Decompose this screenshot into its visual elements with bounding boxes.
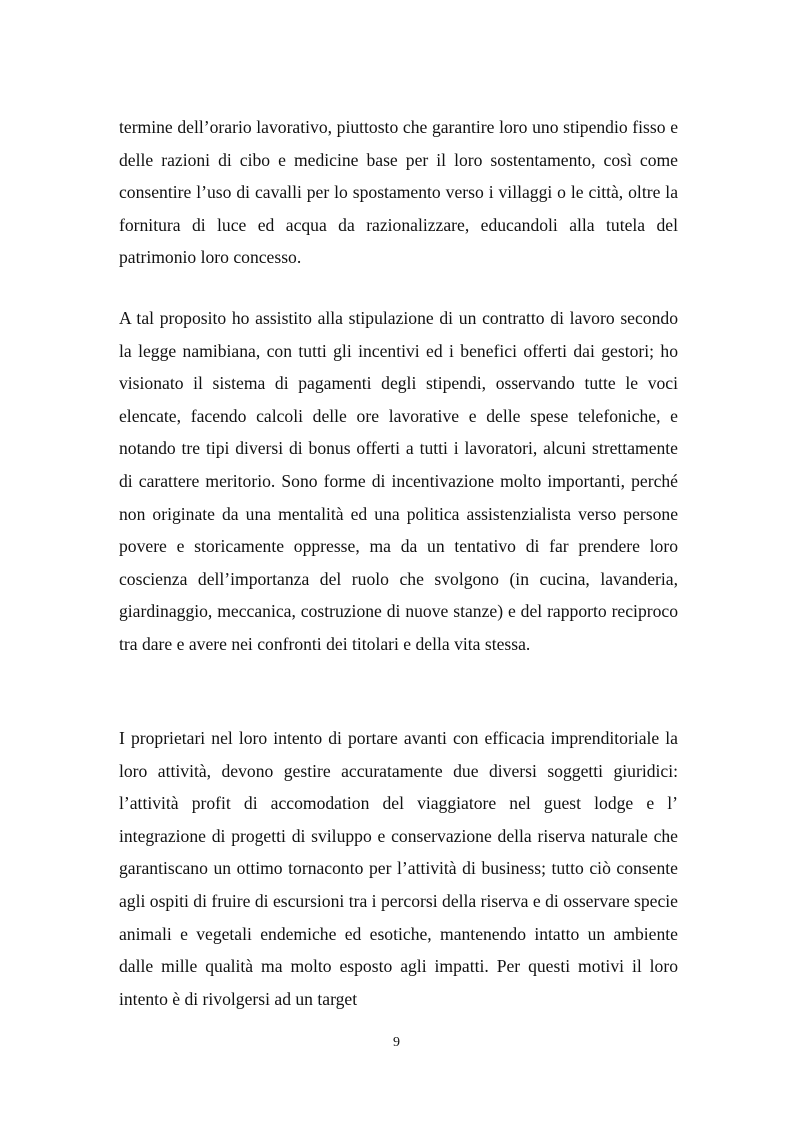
paragraph-3: I proprietari nel loro intento di portare avanti con efficacia imprenditoriale la loro attività, devono gestire accuratamente due diversi soggetti giuridici: l’attività profit di accomodation del viaggiatore nel guest lodge e l’ integrazione di progetti di sviluppo e conservazione della riserva naturale che garantiscano un ottimo tornaconto per l’attività di business; tutto ciò consente agli ospiti di fruire di escursioni tra i percorsi della riserva e di osservare specie animali e vegetali endemiche ed esotiche, mantenendo intatto un ambiente dalle mille qualità ma molto esposto agli impatti. Per questi motivi il loro intento è di rivolgersi ad un target — [119, 728, 678, 1009]
paragraph-2: A tal proposito ho assistito alla stipulazione di un contratto di lavoro secondo la legge namibiana, con tutti gli incentivi ed i benefici offerti dai gestori; ho visionato il sistema di pagamenti degli stipendi, osservando tutte le voci elencate, facendo calcoli delle ore lavorative e delle spese telefoniche, e notando tre tipi diversi di bonus offerti a tutti i lavoratori, alcuni strettamente di carattere meritorio. Sono forme di incentivazione molto importanti, perché non originate da una mentalità ed una politica assistenzialista verso persone povere e storicamente oppresse, ma da un tentativo di far prendere loro coscienza dell’importanza del ruolo che svolgono (in cucina, lavanderia, giardinaggio, meccanica, costruzione di nuove stanze) e del rapporto reciproco tra dare e avere nei confronti dei titolari e della vita stessa. — [119, 308, 678, 654]
paragraph-1: termine dell’orario lavorativo, piuttosto che garantire loro uno stipendio fisso e delle razioni di cibo e medicine base per il loro sostentamento, così come consentire l’uso di cavalli per lo spostamento verso i villaggi o le città, oltre la fornitura di luce ed acqua da razionalizzare, educandoli alla tutela del patrimonio loro concesso. — [119, 117, 678, 268]
page-number: 9 — [393, 1035, 400, 1050]
